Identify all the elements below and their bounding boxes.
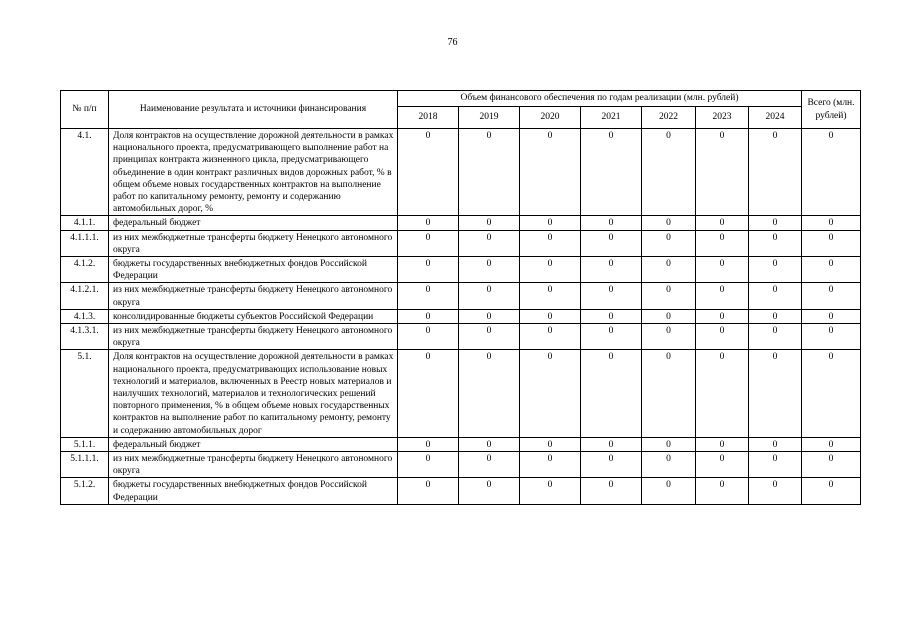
row-name: федеральный бюджет: [109, 437, 398, 451]
table-row: [61, 437, 861, 451]
row-value: 0: [749, 437, 802, 451]
row-value: 0: [696, 283, 749, 309]
row-value: 0: [459, 129, 520, 216]
row-value: 0: [581, 478, 642, 504]
row-value: 0: [398, 230, 459, 256]
row-number: 4.1.3.1.: [61, 324, 109, 350]
row-number: 5.1.2.: [61, 478, 109, 504]
row-value: 0: [642, 324, 696, 350]
row-value: 0: [696, 478, 749, 504]
row-value: 0: [581, 452, 642, 478]
row-value: 0: [581, 230, 642, 256]
row-value: 0: [520, 309, 581, 323]
row-value: 0: [642, 283, 696, 309]
row-value: 0: [520, 478, 581, 504]
row-value: 0: [749, 350, 802, 437]
row-value: 0: [696, 257, 749, 283]
header-year: 2022: [642, 107, 696, 129]
table-row: [61, 478, 861, 504]
row-value: 0: [398, 309, 459, 323]
financing-table: [60, 90, 861, 505]
row-name: из них межбюджетные трансферты бюджету Ненецкого автономного округа: [109, 324, 398, 350]
row-value: 0: [696, 129, 749, 216]
table-row: [61, 309, 861, 323]
row-number: 4.1.: [61, 129, 109, 216]
row-value: 0: [696, 350, 749, 437]
row-value: 0: [459, 257, 520, 283]
row-value: 0: [520, 230, 581, 256]
header-year: 2019: [459, 107, 520, 129]
table-row: [61, 452, 861, 478]
row-name: из них межбюджетные трансферты бюджету Ненецкого автономного округа: [109, 230, 398, 256]
row-total: 0: [802, 437, 861, 451]
row-value: 0: [749, 129, 802, 216]
row-value: 0: [398, 478, 459, 504]
header-year: 2020: [520, 107, 581, 129]
row-total: 0: [802, 309, 861, 323]
row-value: 0: [459, 478, 520, 504]
row-total: 0: [802, 350, 861, 437]
row-value: 0: [520, 283, 581, 309]
row-name: из них межбюджетные трансферты бюджету Ненецкого автономного округа: [109, 452, 398, 478]
row-number: 5.1.1.: [61, 437, 109, 451]
row-value: 0: [398, 437, 459, 451]
row-total: 0: [802, 452, 861, 478]
row-name: Доля контрактов на осуществление дорожной деятельности в рамках национального проекта, предусматривающих использование новых технологий и материалов, включенных в Реестр новых материалов и наилучших технологий, материалов и технологических решений повторного применения, % в общем объеме новых государственных контрактов на выполнение работ по капитальному ремонту, ремонту и содержанию автомобильных дорог: [109, 350, 398, 437]
row-total: 0: [802, 324, 861, 350]
header-name: Наименование результата и источники финансирования: [109, 91, 398, 129]
row-value: 0: [581, 129, 642, 216]
row-value: 0: [459, 230, 520, 256]
row-value: 0: [398, 257, 459, 283]
table-row: [61, 230, 861, 256]
row-value: 0: [749, 452, 802, 478]
row-number: 5.1.: [61, 350, 109, 437]
row-value: 0: [581, 350, 642, 437]
row-name: консолидированные бюджеты субъектов Российской Федерации: [109, 309, 398, 323]
page-number: 76: [447, 37, 458, 48]
row-value: 0: [520, 437, 581, 451]
header-years-group: Объем финансового обеспечения по годам реализации (млн. рублей): [398, 91, 802, 107]
row-value: 0: [398, 283, 459, 309]
row-value: 0: [642, 350, 696, 437]
row-value: 0: [398, 452, 459, 478]
row-total: 0: [802, 129, 861, 216]
row-value: 0: [398, 350, 459, 437]
row-value: 0: [459, 324, 520, 350]
row-value: 0: [520, 452, 581, 478]
header-year: 2024: [749, 107, 802, 129]
row-value: 0: [398, 324, 459, 350]
row-value: 0: [459, 283, 520, 309]
table-row: [61, 216, 861, 230]
table-header: [61, 91, 861, 129]
row-value: 0: [642, 309, 696, 323]
row-value: 0: [642, 129, 696, 216]
row-value: 0: [581, 437, 642, 451]
row-value: 0: [749, 478, 802, 504]
row-value: 0: [520, 129, 581, 216]
row-value: 0: [459, 350, 520, 437]
row-value: 0: [696, 324, 749, 350]
row-total: 0: [802, 478, 861, 504]
row-number: 4.1.1.1.: [61, 230, 109, 256]
row-name: из них межбюджетные трансферты бюджету Ненецкого автономного округа: [109, 283, 398, 309]
row-value: 0: [642, 452, 696, 478]
row-name: федеральный бюджет: [109, 216, 398, 230]
row-value: 0: [696, 309, 749, 323]
row-value: 0: [696, 216, 749, 230]
row-total: 0: [802, 230, 861, 256]
row-value: 0: [459, 437, 520, 451]
row-value: 0: [459, 452, 520, 478]
row-number: 4.1.2.1.: [61, 283, 109, 309]
row-value: 0: [696, 437, 749, 451]
table-row: [61, 350, 861, 437]
table-row: [61, 283, 861, 309]
row-value: 0: [520, 216, 581, 230]
row-value: 0: [642, 478, 696, 504]
row-total: 0: [802, 283, 861, 309]
row-value: 0: [696, 230, 749, 256]
row-number: 4.1.2.: [61, 257, 109, 283]
row-value: 0: [581, 257, 642, 283]
row-value: 0: [581, 309, 642, 323]
row-name: бюджеты государственных внебюджетных фондов Российской Федерации: [109, 478, 398, 504]
row-value: 0: [749, 216, 802, 230]
row-value: 0: [749, 230, 802, 256]
row-value: 0: [581, 324, 642, 350]
table-row: [61, 324, 861, 350]
row-value: 0: [749, 257, 802, 283]
row-value: 0: [398, 216, 459, 230]
row-value: 0: [398, 129, 459, 216]
row-value: 0: [459, 216, 520, 230]
row-value: 0: [581, 216, 642, 230]
row-value: 0: [520, 324, 581, 350]
row-total: 0: [802, 257, 861, 283]
row-value: 0: [642, 437, 696, 451]
row-value: 0: [749, 283, 802, 309]
table-body: [61, 129, 861, 505]
header-year: 2018: [398, 107, 459, 129]
row-number: 5.1.1.1.: [61, 452, 109, 478]
row-name: бюджеты государственных внебюджетных фондов Российской Федерации: [109, 257, 398, 283]
row-name: Доля контрактов на осуществление дорожной деятельности в рамках национального проекта, предусматривающего выполнение работ на принципах контракта жизненного цикла, предусматривающего объединение в один контракт различных видов дорожных работ, % в общем объеме новых государственных контрактов на выполнение работ по капитальному ремонту, ремонту и содержанию автомобильных дорог, %: [109, 129, 398, 216]
row-value: 0: [520, 257, 581, 283]
header-year: 2021: [581, 107, 642, 129]
header-num: № п/п: [61, 91, 109, 129]
table-row: [61, 257, 861, 283]
row-value: 0: [749, 324, 802, 350]
row-value: 0: [749, 309, 802, 323]
row-number: 4.1.1.: [61, 216, 109, 230]
row-value: 0: [520, 350, 581, 437]
row-value: 0: [581, 283, 642, 309]
row-value: 0: [642, 216, 696, 230]
row-value: 0: [696, 452, 749, 478]
row-value: 0: [459, 309, 520, 323]
header-total: Всего (млн. рублей): [802, 91, 861, 129]
row-number: 4.1.3.: [61, 309, 109, 323]
row-value: 0: [642, 230, 696, 256]
table-row: [61, 129, 861, 216]
row-value: 0: [642, 257, 696, 283]
row-total: 0: [802, 216, 861, 230]
header-year: 2023: [696, 107, 749, 129]
